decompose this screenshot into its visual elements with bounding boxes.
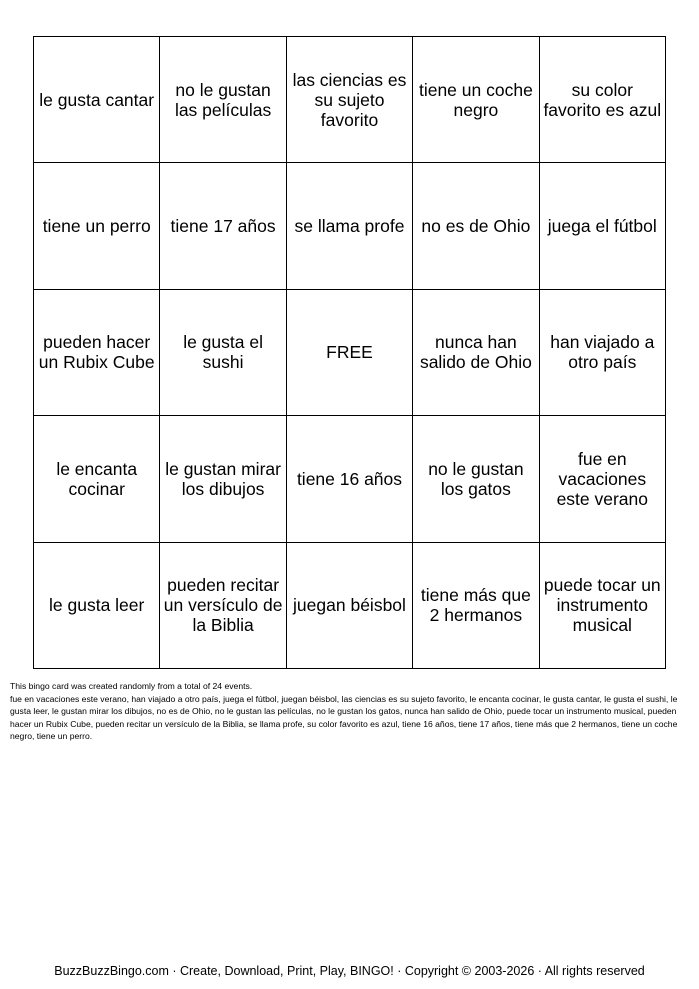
- bingo-cell: tiene 16 años: [287, 416, 413, 542]
- bingo-cell: pueden hacer un Rubix Cube: [34, 290, 160, 416]
- bingo-cell: tiene 17 años: [160, 163, 286, 289]
- bingo-cell: las ciencias es su sujeto favorito: [287, 37, 413, 163]
- bingo-cell: puede tocar un instrumento musical: [540, 543, 666, 669]
- footer-copyright: BuzzBuzzBingo.com · Create, Download, Print, Play, BINGO! · Copyright © 2003-2026 · All rights reserved: [54, 964, 645, 978]
- bingo-cell: tiene más que 2 hermanos: [413, 543, 539, 669]
- bingo-card: [33, 36, 666, 669]
- bingo-cell: fue en vacaciones este verano: [540, 416, 666, 542]
- bingo-cell: le gustan mirar los dibujos: [160, 416, 286, 542]
- bingo-cell: nunca han salido de Ohio: [413, 290, 539, 416]
- bingo-cell: no es de Ohio: [413, 163, 539, 289]
- card-info-events: fue en vacaciones este verano, han viajado a otro país, juega el fútbol, juegan béisbol, las ciencias es su sujeto favorito, le encanta cocinar, le gusta cantar, le gusta el sushi, le gusta leer, le gustan mirar los dibujos, no es de Ohio, no le gustan las películas, no le gustan los gatos, nunca han salido de Ohio, puede tocar un instrumento musical, pueden hacer un Rubix Cube, pueden recitar un versículo de la Biblia, se llama profe, su color favorito es azul, tiene 16 años, tiene 17 años, tiene más que 2 hermanos, tiene un coche negro, tiene un perro.: [10, 693, 678, 741]
- bingo-cell: le gusta leer: [34, 543, 160, 669]
- bingo-cell: juega el fútbol: [540, 163, 666, 289]
- bingo-cell: han viajado a otro país: [540, 290, 666, 416]
- bingo-cell: pueden recitar un versículo de la Biblia: [160, 543, 286, 669]
- bingo-cell-free: FREE: [287, 290, 413, 416]
- bingo-cell: le encanta cocinar: [34, 416, 160, 542]
- bingo-cell: le gusta cantar: [34, 37, 160, 163]
- bingo-cell: no le gustan los gatos: [413, 416, 539, 542]
- bingo-cell: juegan béisbol: [287, 543, 413, 669]
- bingo-cell: se llama profe: [287, 163, 413, 289]
- bingo-cell: tiene un coche negro: [413, 37, 539, 163]
- card-info-intro: This bingo card was created randomly from a total of 24 events.: [10, 681, 253, 691]
- bingo-cell: su color favorito es azul: [540, 37, 666, 163]
- bingo-cell: no le gustan las películas: [160, 37, 286, 163]
- bingo-cell: le gusta el sushi: [160, 290, 286, 416]
- card-info: [10, 680, 690, 743]
- bingo-cell: tiene un perro: [34, 163, 160, 289]
